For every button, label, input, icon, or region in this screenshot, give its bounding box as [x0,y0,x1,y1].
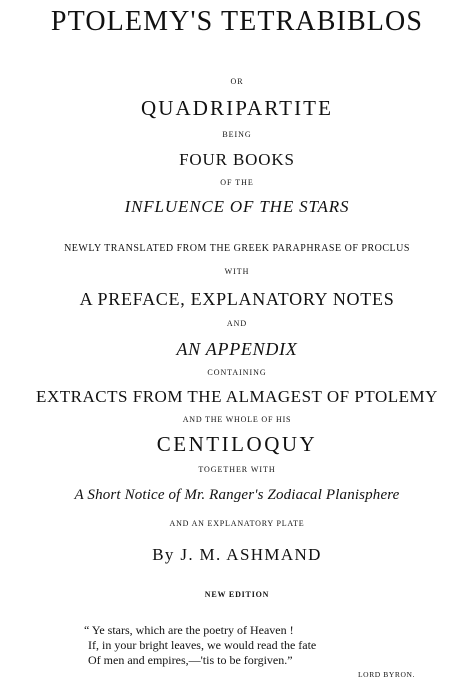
edition-line: NEW EDITION [204,590,270,599]
influence-line: INFLUENCE OF THE STARS [124,197,350,216]
epigraph [84,623,404,668]
and-connector: AND [226,319,248,328]
preface-line: A PREFACE, EXPLANATORY NOTES [79,289,395,309]
four-books-line: FOUR BOOKS [179,150,295,169]
epigraph-line-1: “ Ye stars, which are the poetry of Heaven ! [84,623,294,637]
epigraph-line-3: Of men and empires,—'tis to be forgiven.” [88,653,293,667]
appendix-line: AN APPENDIX [176,339,298,359]
of-the-connector: OF THE [220,178,254,187]
being-connector: BEING [222,130,252,139]
plate-line: AND AN EXPLANATORY PLATE [169,519,305,528]
epigraph-line-2: If, in your bright leaves, we would read the fate [88,638,317,652]
book-title: PTOLEMY'S TETRABIBLOS [50,6,424,37]
epigraph-attribution: LORD BYRON. [358,670,416,679]
or-connector: OR [230,77,244,86]
whole-connector: AND THE WHOLE OF HIS [182,415,292,424]
author-line: By J. M. ASHMAND [152,545,322,564]
with-connector: WITH [224,267,250,276]
translation-line: NEWLY TRANSLATED FROM THE GREEK PARAPHRASE OF PROCLUS [64,243,410,254]
centiloquy-line: CENTILOQUY [156,432,318,456]
short-notice-line: A Short Notice of Mr. Ranger's Zodiacal Planisphere [74,487,400,503]
subtitle: QUADRIPARTITE [140,96,334,120]
extracts-line: EXTRACTS FROM THE ALMAGEST OF PTOLEMY [36,387,438,406]
together-with-connector: TOGETHER WITH [198,465,276,474]
containing-connector: CONTAINING [207,368,267,377]
